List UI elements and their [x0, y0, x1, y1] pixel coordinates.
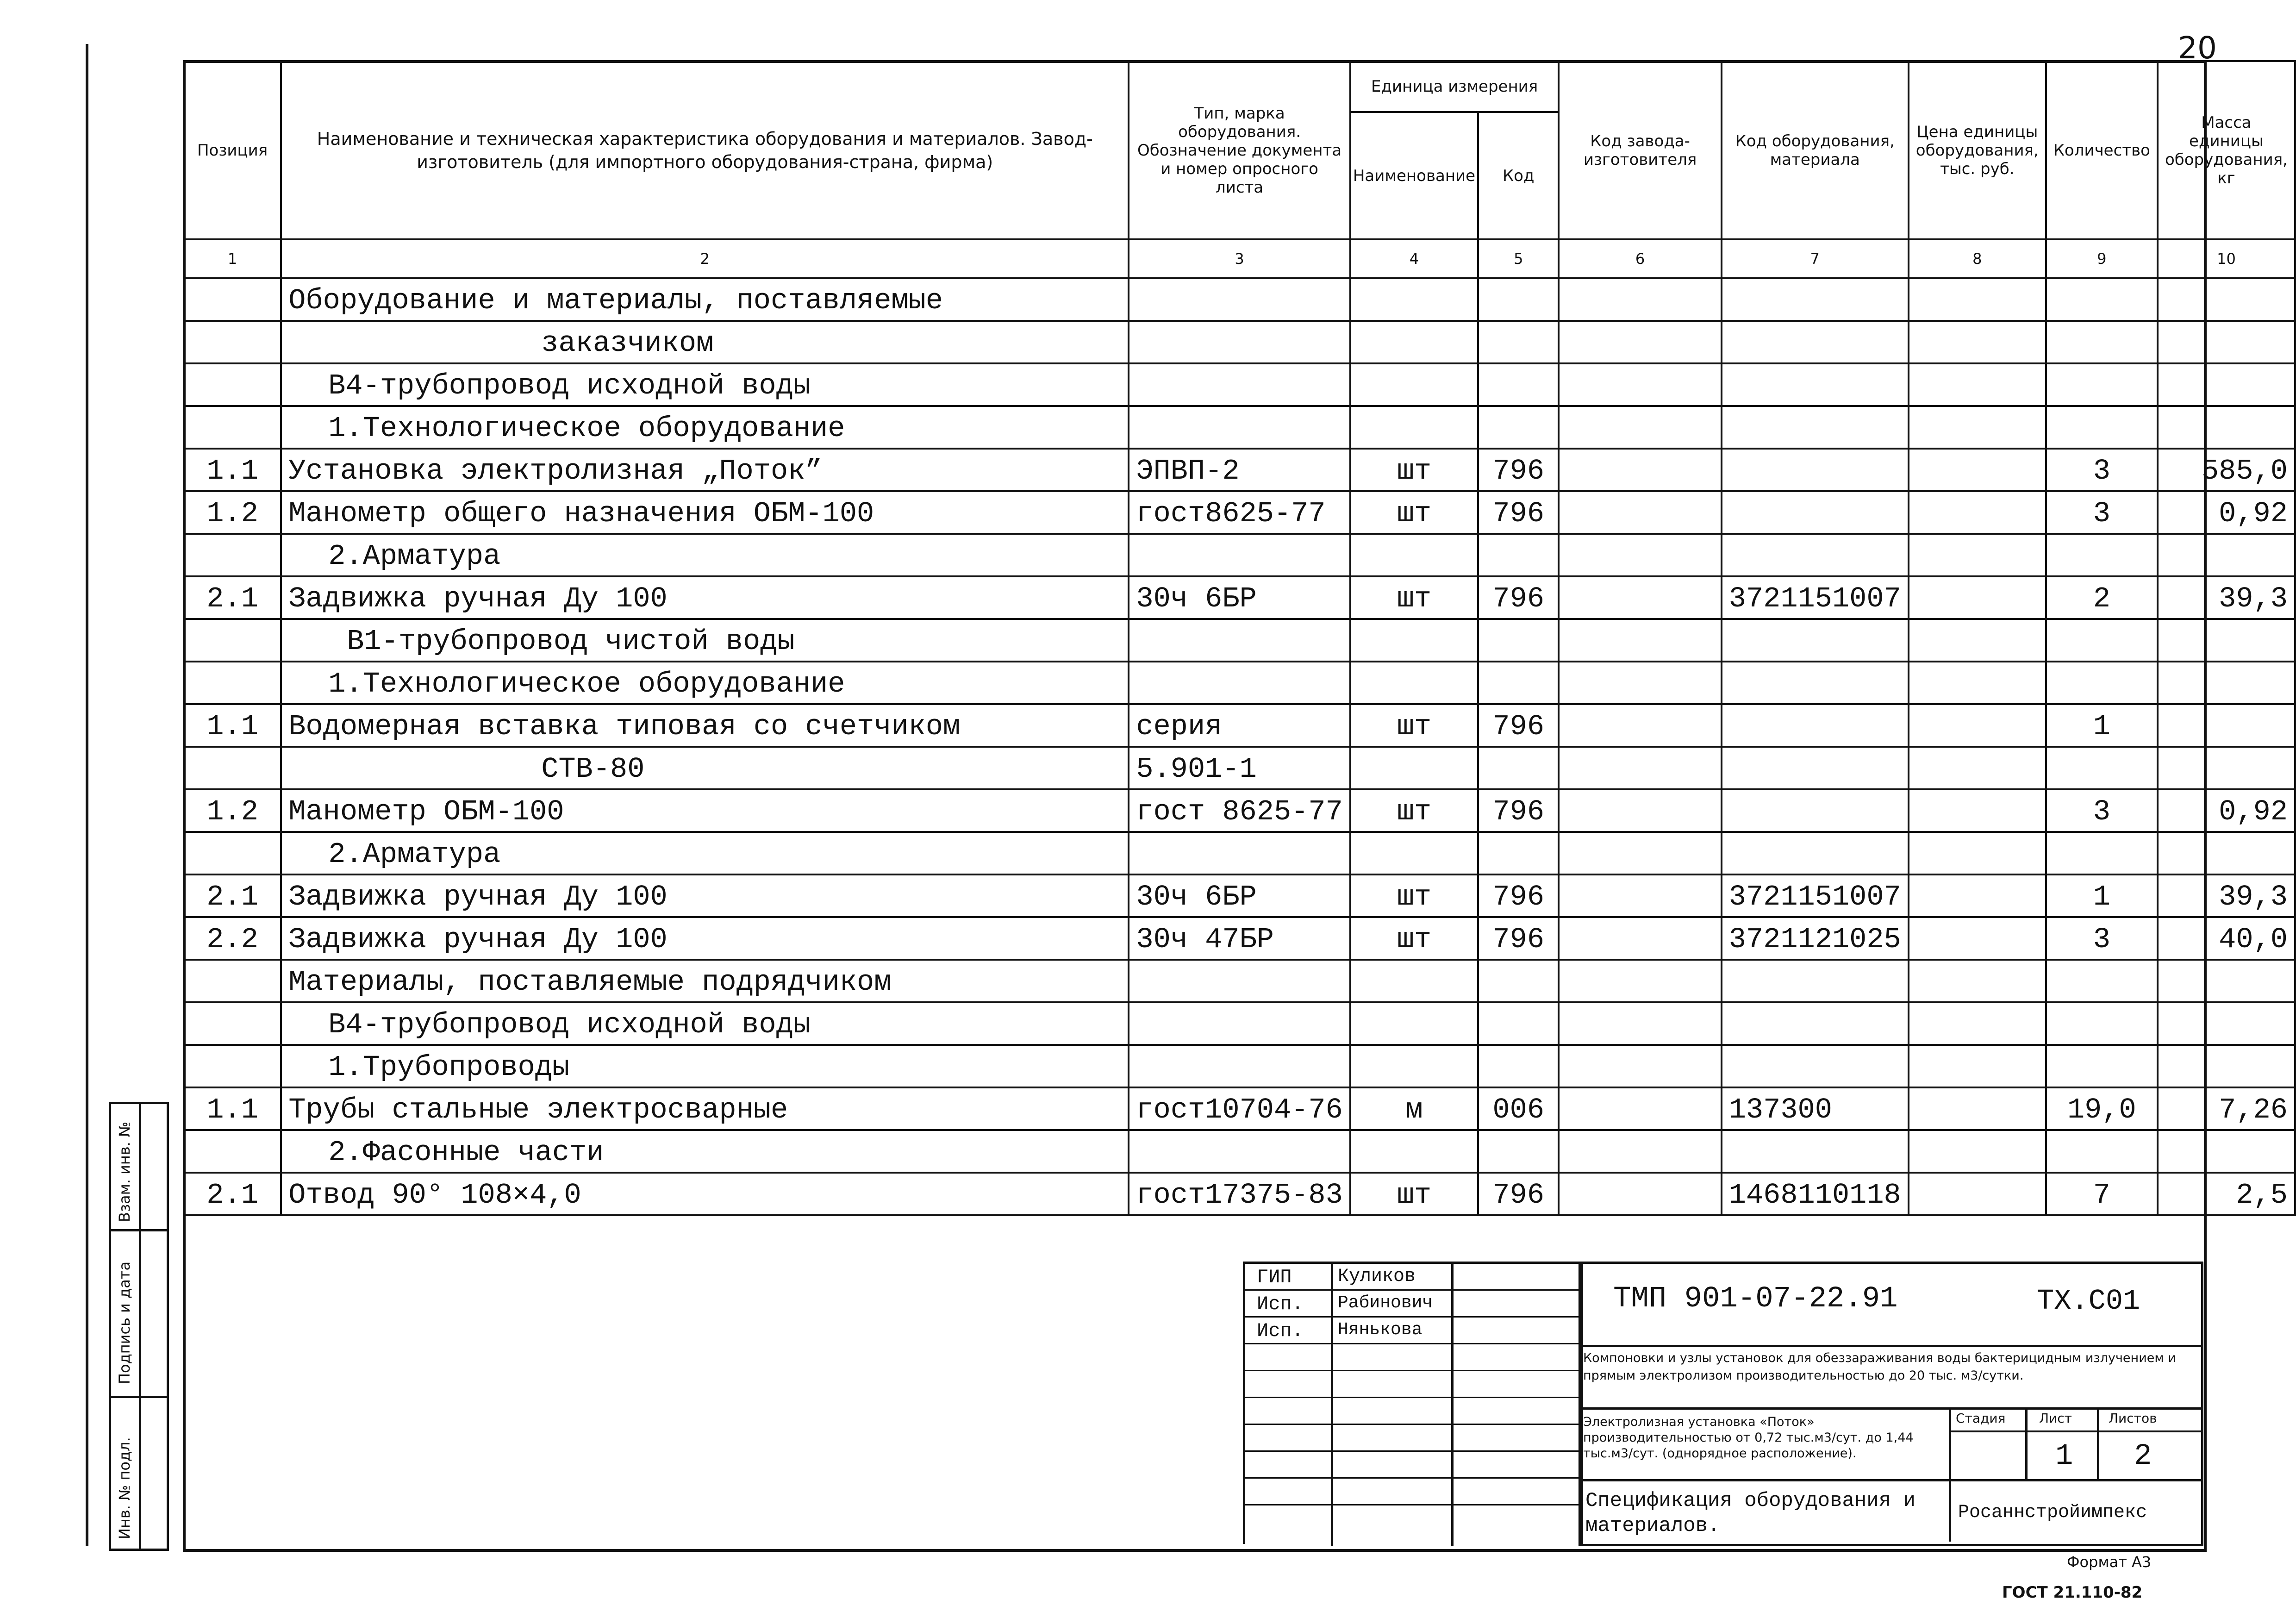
cell-unit [1350, 363, 1478, 406]
header-unit-group: Единица измерения [1350, 61, 1559, 112]
cell-name: В4-трубопровод исходной воды [281, 1002, 1129, 1045]
table-row [184, 406, 2295, 449]
table-row [184, 576, 2295, 619]
page-number: 20 [2178, 30, 2217, 66]
cell-type: гост17375-83 [1129, 1173, 1350, 1215]
cell-factory-code [1559, 576, 1721, 619]
cell-name: Задвижка ручная Ду 100 [281, 576, 1129, 619]
cell-quantity: 2 [2046, 576, 2158, 619]
cell-material-code [1722, 321, 1909, 363]
cell-material-code [1722, 1130, 1909, 1173]
cell-material-code [1722, 534, 1909, 576]
cell-position [184, 1130, 281, 1173]
cell-position: 1.1 [184, 449, 281, 491]
cell-type [1129, 662, 1350, 704]
cell-name: Оборудование и материалы, поставляемые [281, 278, 1129, 321]
cell-mass [2158, 960, 2295, 1002]
table-row [184, 363, 2295, 406]
cell-factory-code [1559, 321, 1721, 363]
cell-quantity [2046, 832, 2158, 874]
cell-unit-code [1478, 1002, 1559, 1045]
cell-mass: 39,3 [2158, 874, 2295, 917]
cell-quantity: 3 [2046, 789, 2158, 832]
cell-unit-code: 006 [1478, 1087, 1559, 1130]
cell-name: 2.Фасонные части [281, 1130, 1129, 1173]
cell-material-code [1722, 449, 1909, 491]
cell-factory-code [1559, 278, 1721, 321]
cell-unit-code: 796 [1478, 576, 1559, 619]
cell-material-code [1722, 960, 1909, 1002]
cell-mass: 585,0 [2158, 449, 2295, 491]
cell-unit [1350, 662, 1478, 704]
cell-name: Отвод 90° 108×4,0 [281, 1173, 1129, 1215]
cell-unit: шт [1350, 491, 1478, 534]
cell-type [1129, 534, 1350, 576]
cell-unit: м [1350, 1087, 1478, 1130]
cell-mass [2158, 704, 2295, 747]
cell-position: 2.1 [184, 576, 281, 619]
cell-name: 1.Технологическое оборудование [281, 662, 1129, 704]
cell-mass [2158, 278, 2295, 321]
cell-price [1909, 874, 2046, 917]
cell-price [1909, 406, 2046, 449]
cell-name: В4-трубопровод исходной воды [281, 363, 1129, 406]
cell-unit: шт [1350, 874, 1478, 917]
doc-code: ТМП 901-07-22.91 [1613, 1282, 1898, 1316]
cell-type [1129, 1130, 1350, 1173]
cell-name: Трубы стальные электросварные [281, 1087, 1129, 1130]
cell-position: 1.1 [184, 704, 281, 747]
cell-quantity [2046, 321, 2158, 363]
table-row [184, 1173, 2295, 1215]
cell-quantity: 19,0 [2046, 1087, 2158, 1130]
cell-factory-code [1559, 704, 1721, 747]
column-number: 3 [1129, 239, 1350, 278]
cell-type: 30ч 47БР [1129, 917, 1350, 960]
cell-unit [1350, 747, 1478, 789]
cell-price [1909, 789, 2046, 832]
cell-name: 2.Арматура [281, 534, 1129, 576]
cell-position: 1.2 [184, 789, 281, 832]
cell-quantity [2046, 406, 2158, 449]
table-row [184, 449, 2295, 491]
cell-unit-code [1478, 1130, 1559, 1173]
cell-material-code: 3721151007 [1722, 874, 1909, 917]
name-2: Рабинович [1338, 1293, 1433, 1313]
cell-quantity [2046, 534, 2158, 576]
stage-label: Стадия [1956, 1411, 2006, 1426]
cell-unit-code [1478, 363, 1559, 406]
cell-quantity: 3 [2046, 491, 2158, 534]
cell-factory-code [1559, 917, 1721, 960]
cell-unit [1350, 321, 1478, 363]
table-row [184, 747, 2295, 789]
cell-factory-code [1559, 619, 1721, 662]
cell-price [1909, 747, 2046, 789]
cell-mass [2158, 534, 2295, 576]
table-row [184, 832, 2295, 874]
cell-unit-code [1478, 534, 1559, 576]
cell-unit-code [1478, 619, 1559, 662]
cell-position [184, 1045, 281, 1087]
header-position: Позиция [184, 61, 281, 239]
cell-position [184, 619, 281, 662]
cell-mass [2158, 662, 2295, 704]
cell-factory-code [1559, 1087, 1721, 1130]
specification-table [183, 60, 2296, 1224]
cell-mass: 39,3 [2158, 576, 2295, 619]
cell-unit [1350, 832, 1478, 874]
cell-position [184, 960, 281, 1002]
cell-price [1909, 278, 2046, 321]
cell-material-code [1722, 278, 1909, 321]
cell-factory-code [1559, 747, 1721, 789]
cell-price [1909, 1087, 2046, 1130]
cell-mass: 40,0 [2158, 917, 2295, 960]
cell-mass [2158, 406, 2295, 449]
cell-factory-code [1559, 491, 1721, 534]
cell-material-code [1722, 491, 1909, 534]
header-type: Тип, марка оборудования. Обозначение документа и номер опросного листа [1129, 61, 1350, 239]
cell-type: ЭПВП-2 [1129, 449, 1350, 491]
project-title: Компоновки и узлы установок для обеззараживания воды бактерицидным излучением и прямым электролизом производительностью до 20 тыс. м3/сутки. [1583, 1351, 2176, 1383]
sheets-value: 2 [2134, 1440, 2152, 1473]
side-stamp-inv-podl: Инв. № подл. [116, 1437, 133, 1539]
column-number: 1 [184, 239, 281, 278]
cell-name: СТВ-80 [281, 747, 1129, 789]
cell-name: Водомерная вставка типовая со счетчиком [281, 704, 1129, 747]
cell-price [1909, 491, 2046, 534]
cell-price [1909, 1045, 2046, 1087]
cell-factory-code [1559, 363, 1721, 406]
cell-factory-code [1559, 1173, 1721, 1215]
object-name: Электролизная установка «Поток» производительностью от 0,72 тыс.м3/сут. до 1,44 тыс.м3/сут. (однорядное расположение). [1583, 1415, 1914, 1461]
cell-unit-code [1478, 832, 1559, 874]
format-label: Формат А3 [2067, 1553, 2152, 1571]
header-factory-code: Код завода-изготовителя [1559, 61, 1721, 239]
cell-type: гост 8625-77 [1129, 789, 1350, 832]
cell-price [1909, 1130, 2046, 1173]
cell-factory-code [1559, 662, 1721, 704]
cell-price [1909, 662, 2046, 704]
cell-unit-code [1478, 960, 1559, 1002]
column-number-row [184, 239, 2295, 278]
cell-unit: шт [1350, 576, 1478, 619]
cell-unit: шт [1350, 917, 1478, 960]
cell-material-code: 137300 [1722, 1087, 1909, 1130]
column-number: 10 [2158, 239, 2295, 278]
table-row [184, 789, 2295, 832]
cell-name: Материалы, поставляемые подрядчиком [281, 960, 1129, 1002]
cell-mass: 2,5 [2158, 1173, 2295, 1215]
table-row [184, 917, 2295, 960]
role-1: ГИП [1257, 1266, 1292, 1288]
column-number: 7 [1722, 239, 1909, 278]
header-price: Цена единицы оборудования, тыс. руб. [1909, 61, 2046, 239]
cell-position: 1.2 [184, 491, 281, 534]
cell-factory-code [1559, 960, 1721, 1002]
doc-title: Спецификация оборудования и материалов. [1585, 1489, 1915, 1537]
cell-factory-code [1559, 1130, 1721, 1173]
column-number: 8 [1909, 239, 2046, 278]
header-mass: Масса единицы оборудования, кг [2158, 61, 2295, 239]
table-row [184, 1045, 2295, 1087]
cell-name: Задвижка ручная Ду 100 [281, 917, 1129, 960]
cell-material-code: 3721121025 [1722, 917, 1909, 960]
cell-position: 1.1 [184, 1087, 281, 1130]
table-body [184, 278, 2295, 1224]
cell-unit-code: 796 [1478, 1173, 1559, 1215]
cell-unit-code: 796 [1478, 789, 1559, 832]
cell-factory-code [1559, 406, 1721, 449]
table-row [184, 960, 2295, 1002]
cell-name: Установка электролизная „Поток” [281, 449, 1129, 491]
cell-unit: шт [1350, 449, 1478, 491]
cell-mass: 0,92 [2158, 491, 2295, 534]
cell-mass: 7,26 [2158, 1087, 2295, 1130]
cell-name: 2.Арматура [281, 832, 1129, 874]
cell-type: гост10704-76 [1129, 1087, 1350, 1130]
cell-material-code [1722, 406, 1909, 449]
cell-mass [2158, 1045, 2295, 1087]
cell-material-code [1722, 832, 1909, 874]
header-name: Наименование и техническая характеристика оборудования и материалов. Завод-изготовитель (для импортного оборудования-страна, фирма) [281, 61, 1129, 239]
cell-mass [2158, 1130, 2295, 1173]
side-stamp-inv-vzam: Взам. инв. № [116, 1121, 133, 1222]
cell-factory-code [1559, 874, 1721, 917]
cell-mass [2158, 619, 2295, 662]
cell-quantity: 1 [2046, 704, 2158, 747]
cell-type [1129, 406, 1350, 449]
cell-unit-code: 796 [1478, 704, 1559, 747]
cell-material-code [1722, 747, 1909, 789]
table-row-blank [184, 1215, 2295, 1224]
cell-unit-code: 796 [1478, 874, 1559, 917]
table-row [184, 278, 2295, 321]
cell-unit-code [1478, 747, 1559, 789]
cell-name: заказчиком [281, 321, 1129, 363]
cell-unit [1350, 1045, 1478, 1087]
cell-position [184, 406, 281, 449]
cell-quantity: 3 [2046, 449, 2158, 491]
cell-type [1129, 1002, 1350, 1045]
cell-mass: 0,92 [2158, 789, 2295, 832]
cell-type [1129, 363, 1350, 406]
header-unit-name: Наименование [1350, 112, 1478, 239]
table-row [184, 534, 2295, 576]
cell-position: 2.1 [184, 874, 281, 917]
cell-factory-code [1559, 832, 1721, 874]
cell-type [1129, 960, 1350, 1002]
column-number: 4 [1350, 239, 1478, 278]
cell-mass [2158, 832, 2295, 874]
header-quantity: Количество [2046, 61, 2158, 239]
cell-unit: шт [1350, 1173, 1478, 1215]
cell-quantity [2046, 747, 2158, 789]
cell-mass [2158, 321, 2295, 363]
cell-unit [1350, 619, 1478, 662]
cell-unit-code [1478, 1045, 1559, 1087]
cell-unit [1350, 1130, 1478, 1173]
cell-unit [1350, 406, 1478, 449]
cell-material-code [1722, 662, 1909, 704]
cell-material-code [1722, 789, 1909, 832]
side-stamp-podpis-data: Подпись и дата [116, 1261, 133, 1384]
column-number: 2 [281, 239, 1129, 278]
sheet-code: ТХ.С01 [2037, 1285, 2140, 1318]
cell-price [1909, 576, 2046, 619]
cell-price [1909, 1002, 2046, 1045]
cell-mass [2158, 1002, 2295, 1045]
cell-quantity: 3 [2046, 917, 2158, 960]
cell-position [184, 1002, 281, 1045]
cell-unit-code: 796 [1478, 491, 1559, 534]
sheet-value: 1 [2055, 1440, 2073, 1473]
cell-type: 30ч 6БР [1129, 576, 1350, 619]
cell-material-code [1722, 1045, 1909, 1087]
cell-quantity [2046, 662, 2158, 704]
sheets-label: Листов [2109, 1411, 2157, 1426]
cell-position [184, 747, 281, 789]
cell-material-code [1722, 363, 1909, 406]
cell-type: серия [1129, 704, 1350, 747]
cell-price [1909, 704, 2046, 747]
cell-name: Манометр ОБМ-100 [281, 789, 1129, 832]
column-number: 6 [1559, 239, 1721, 278]
cell-unit-code [1478, 278, 1559, 321]
cell-unit: шт [1350, 789, 1478, 832]
cell-quantity [2046, 1045, 2158, 1087]
cell-mass [2158, 363, 2295, 406]
table-row [184, 662, 2295, 704]
table-row [184, 1087, 2295, 1130]
header-material-code: Код оборудования, материала [1722, 61, 1909, 239]
cell-material-code [1722, 1002, 1909, 1045]
cell-price [1909, 619, 2046, 662]
cell-type [1129, 321, 1350, 363]
cell-price [1909, 363, 2046, 406]
name-1: Куликов [1338, 1266, 1416, 1287]
cell-name: 1.Трубопроводы [281, 1045, 1129, 1087]
cell-unit-code: 796 [1478, 449, 1559, 491]
cell-quantity: 1 [2046, 874, 2158, 917]
cell-name: В1-трубопровод чистой воды [281, 619, 1129, 662]
cell-price [1909, 1173, 2046, 1215]
table-header [184, 61, 2295, 278]
table-row [184, 704, 2295, 747]
table-row [184, 491, 2295, 534]
cell-quantity [2046, 619, 2158, 662]
cell-unit-code: 796 [1478, 917, 1559, 960]
cell-price [1909, 534, 2046, 576]
column-number: 5 [1478, 239, 1559, 278]
cell-name: Манометр общего назначения ОБМ-100 [281, 491, 1129, 534]
cell-factory-code [1559, 789, 1721, 832]
cell-type [1129, 278, 1350, 321]
cell-material-code: 3721151007 [1722, 576, 1909, 619]
cell-position [184, 363, 281, 406]
sheet-label: Лист [2039, 1411, 2072, 1426]
table-row [184, 1130, 2295, 1173]
cell-type: 30ч 6БР [1129, 874, 1350, 917]
cell-factory-code [1559, 449, 1721, 491]
cell-name: 1.Технологическое оборудование [281, 406, 1129, 449]
cell-type [1129, 832, 1350, 874]
organization: Росаннстройимпекс [1958, 1502, 2147, 1523]
cell-type: гост8625-77 [1129, 491, 1350, 534]
cell-position: 2.1 [184, 1173, 281, 1215]
cell-position [184, 832, 281, 874]
cell-material-code [1722, 619, 1909, 662]
cell-factory-code [1559, 534, 1721, 576]
cell-factory-code [1559, 1002, 1721, 1045]
table-row [184, 321, 2295, 363]
cell-price [1909, 321, 2046, 363]
cell-type [1129, 619, 1350, 662]
cell-mass [2158, 747, 2295, 789]
title-block [1243, 1262, 2201, 1546]
cell-type: 5.901-1 [1129, 747, 1350, 789]
cell-position [184, 662, 281, 704]
cell-quantity: 7 [2046, 1173, 2158, 1215]
standard-label: ГОСТ 21.110-82 [2002, 1583, 2143, 1602]
cell-quantity [2046, 363, 2158, 406]
cell-unit [1350, 278, 1478, 321]
table-row [184, 619, 2295, 662]
column-number: 9 [2046, 239, 2158, 278]
cell-price [1909, 832, 2046, 874]
cell-price [1909, 449, 2046, 491]
cell-position [184, 321, 281, 363]
cell-unit-code [1478, 662, 1559, 704]
cell-price [1909, 960, 2046, 1002]
cell-unit-code [1478, 406, 1559, 449]
cell-type [1129, 1045, 1350, 1087]
cell-unit-code [1478, 321, 1559, 363]
table-row [184, 1002, 2295, 1045]
role-2: Исп. [1257, 1293, 1304, 1315]
cell-unit [1350, 534, 1478, 576]
role-3: Исп. [1257, 1320, 1304, 1342]
cell-position: 2.2 [184, 917, 281, 960]
name-3: Нянькова [1338, 1320, 1423, 1340]
cell-quantity [2046, 1002, 2158, 1045]
cell-quantity [2046, 1130, 2158, 1173]
cell-quantity [2046, 278, 2158, 321]
cell-unit [1350, 960, 1478, 1002]
header-unit-code: Код [1478, 112, 1559, 239]
table-row [184, 874, 2295, 917]
cell-material-code: 1468110118 [1722, 1173, 1909, 1215]
cell-material-code [1722, 704, 1909, 747]
cell-name: Задвижка ручная Ду 100 [281, 874, 1129, 917]
cell-quantity [2046, 960, 2158, 1002]
cell-factory-code [1559, 1045, 1721, 1087]
cell-position [184, 278, 281, 321]
cell-price [1909, 917, 2046, 960]
cell-unit: шт [1350, 704, 1478, 747]
cell-unit [1350, 1002, 1478, 1045]
cell-position [184, 534, 281, 576]
